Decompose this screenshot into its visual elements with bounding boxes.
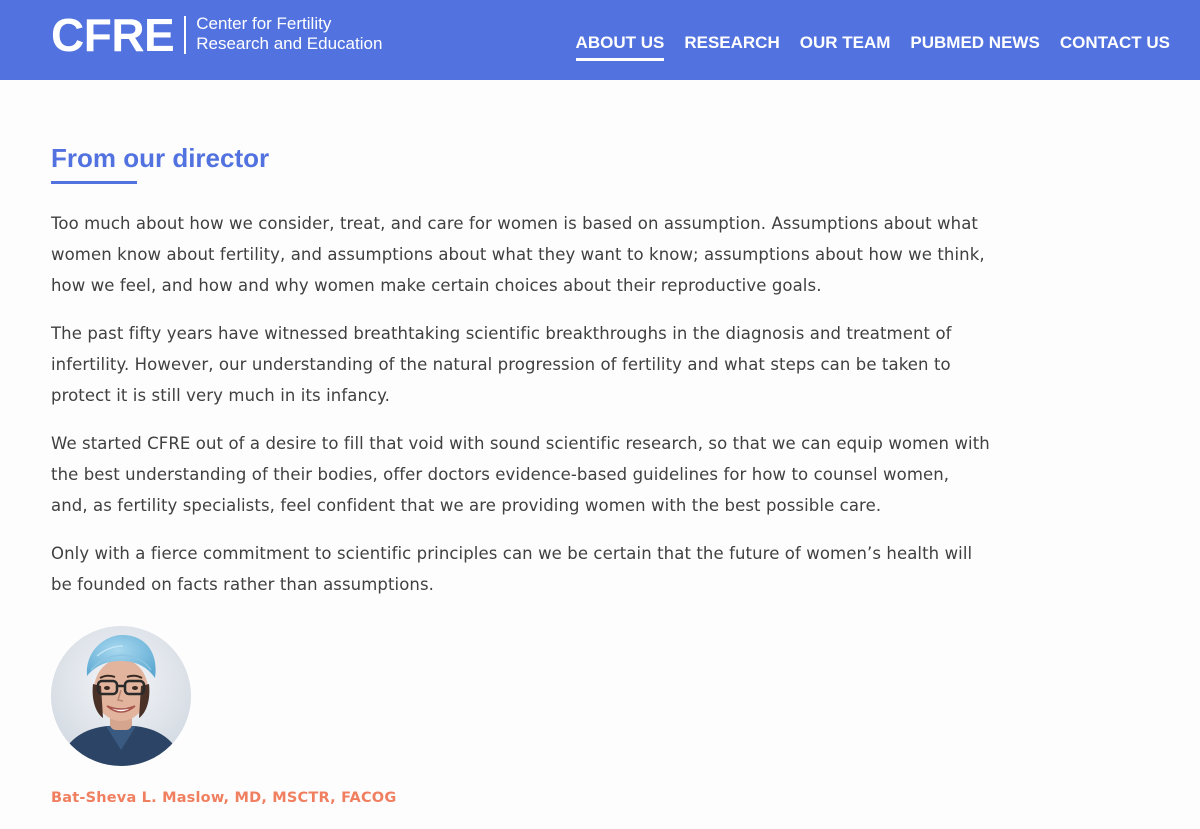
- logo-text: [196, 10, 382, 54]
- main-nav: [576, 33, 1170, 61]
- nav-research[interactable]: RESEARCH: [684, 33, 780, 52]
- director-signature: Bat-Sheva L. Maslow, MD, MSCTR, FACOG: [51, 790, 397, 806]
- director-photo: [51, 626, 191, 766]
- director-section: [51, 142, 991, 617]
- paragraph-4: Only with a fierce commitment to scientific principles can we be certain that the future of women’s health will be founded on facts rather than assumptions.: [51, 544, 973, 594]
- nav-our-team[interactable]: OUR TEAM: [799, 33, 891, 52]
- logo-divider: [184, 16, 186, 54]
- site-logo[interactable]: [51, 10, 382, 60]
- director-avatar: [51, 626, 191, 766]
- site-header: [0, 0, 1200, 80]
- logo-mark: CFRE: [51, 9, 175, 61]
- logo-line-1: Center for Fertility: [196, 14, 332, 33]
- paragraph-1: Too much about how we consider, treat, and care for women is based on assumption. Assumptions about what women know about fertility, and assumptions about what they want to know; assumptions about how we think, how we feel, and how and why women make certain choices about their reproductive goals.: [51, 214, 985, 295]
- nav-contact-us[interactable]: CONTACT US: [1059, 33, 1170, 52]
- paragraph-2: The past fifty years have witnessed breathtaking scientific breakthroughs in the diagnosis and treatment of infertility. However, our understanding of the natural progression of fertility and what steps can be taken to protect it is still very much in its infancy.: [51, 324, 952, 405]
- logo-line-2: Research and Education: [196, 34, 383, 53]
- paragraph-3: We started CFRE out of a desire to fill that void with sound scientific research, so that we can equip women with the best understanding of their bodies, offer doctors evidence-based guidelines for how to counsel women, and, as fertility specialists, feel confident that we are providing women with the best possible care.: [51, 434, 990, 515]
- title-underline: [51, 181, 137, 184]
- section-title: From our director: [51, 143, 270, 173]
- nav-about-us[interactable]: ABOUT US: [576, 33, 665, 61]
- nav-pubmed-news[interactable]: PUBMED NEWS: [910, 33, 1040, 52]
